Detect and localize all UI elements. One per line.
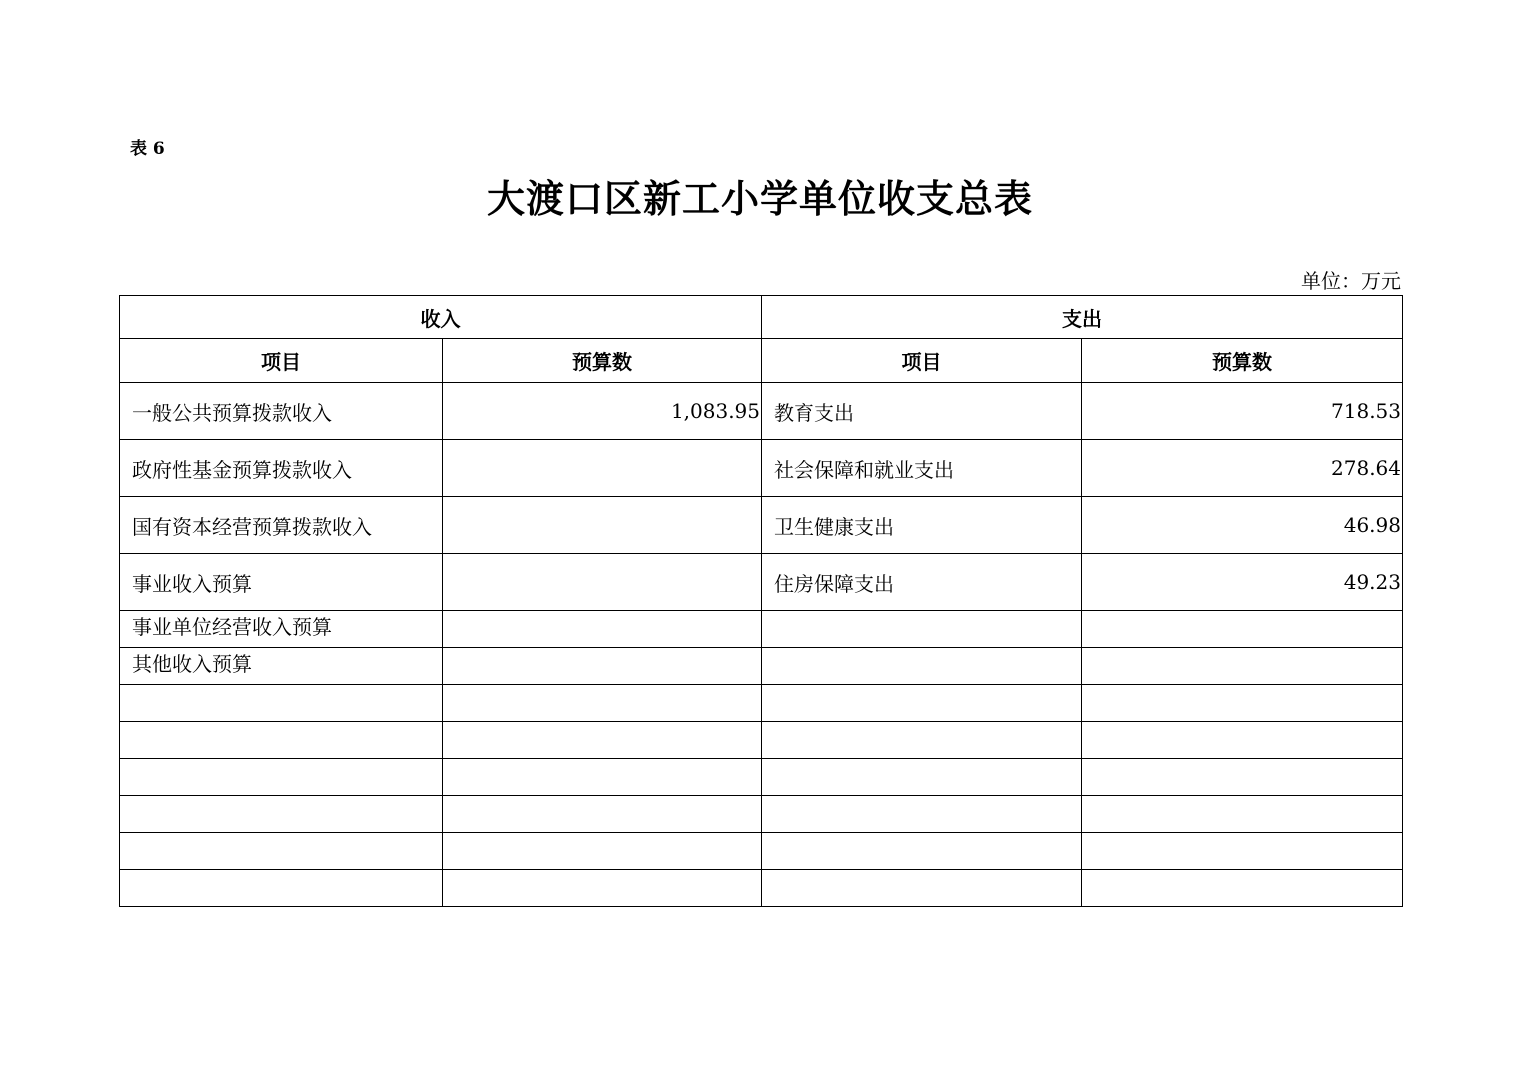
income-item	[120, 870, 443, 907]
expense-amount: 278.64	[1082, 440, 1403, 497]
table-number: 表 6	[130, 139, 165, 159]
expense-item	[762, 685, 1082, 722]
income-amount	[443, 685, 762, 722]
page-title: 大渡口区新工小学单位收支总表	[486, 176, 1033, 221]
expense-amount	[1082, 833, 1403, 870]
expense-item: 社会保障和就业支出	[762, 440, 1082, 497]
income-amount	[443, 554, 762, 611]
expense-header: 支出	[762, 296, 1403, 339]
table-row	[120, 759, 1403, 796]
expense-amount: 46.98	[1082, 497, 1403, 554]
expense-item: 住房保障支出	[762, 554, 1082, 611]
income-amount	[443, 440, 762, 497]
table-row	[120, 440, 1403, 497]
section-header-row	[120, 296, 1403, 339]
income-item: 国有资本经营预算拨款收入	[120, 497, 443, 554]
column-header-row	[120, 339, 1403, 383]
expense-item	[762, 870, 1082, 907]
table-row	[120, 870, 1403, 907]
expense-item	[762, 833, 1082, 870]
expense-amount: 718.53	[1082, 383, 1403, 440]
unit-label: 单位：万元	[1301, 269, 1401, 293]
income-item	[120, 833, 443, 870]
income-item	[120, 722, 443, 759]
income-amount: 1,083.95	[443, 383, 762, 440]
expense-item: 卫生健康支出	[762, 497, 1082, 554]
income-amount	[443, 833, 762, 870]
table-row	[120, 833, 1403, 870]
expense-item	[762, 611, 1082, 648]
expense-item	[762, 648, 1082, 685]
income-header: 收入	[120, 296, 762, 339]
table-row	[120, 554, 1403, 611]
income-amount	[443, 796, 762, 833]
income-amount	[443, 611, 762, 648]
income-item: 一般公共预算拨款收入	[120, 383, 443, 440]
table-row	[120, 611, 1403, 648]
expense-item: 教育支出	[762, 383, 1082, 440]
income-amount	[443, 648, 762, 685]
expense-amount	[1082, 611, 1403, 648]
table-row	[120, 722, 1403, 759]
income-item: 其他收入预算	[120, 648, 443, 685]
expense-amount	[1082, 759, 1403, 796]
table-row	[120, 383, 1403, 440]
budget-table	[119, 295, 1403, 907]
income-item	[120, 796, 443, 833]
income-amount	[443, 722, 762, 759]
income-item: 政府性基金预算拨款收入	[120, 440, 443, 497]
income-item-header: 项目	[120, 339, 443, 383]
income-item: 事业单位经营收入预算	[120, 611, 443, 648]
expense-item	[762, 759, 1082, 796]
expense-item-header: 项目	[762, 339, 1082, 383]
income-item	[120, 759, 443, 796]
expense-amount: 49.23	[1082, 554, 1403, 611]
income-amount	[443, 759, 762, 796]
expense-budget-header: 预算数	[1082, 339, 1403, 383]
expense-amount	[1082, 796, 1403, 833]
expense-amount	[1082, 648, 1403, 685]
expense-amount	[1082, 870, 1403, 907]
income-budget-header: 预算数	[443, 339, 762, 383]
table-row	[120, 796, 1403, 833]
expense-item	[762, 796, 1082, 833]
expense-amount	[1082, 722, 1403, 759]
income-item: 事业收入预算	[120, 554, 443, 611]
income-item	[120, 685, 443, 722]
income-amount	[443, 870, 762, 907]
expense-amount	[1082, 685, 1403, 722]
income-amount	[443, 497, 762, 554]
expense-item	[762, 722, 1082, 759]
table-row	[120, 685, 1403, 722]
table-row	[120, 497, 1403, 554]
table-row	[120, 648, 1403, 685]
